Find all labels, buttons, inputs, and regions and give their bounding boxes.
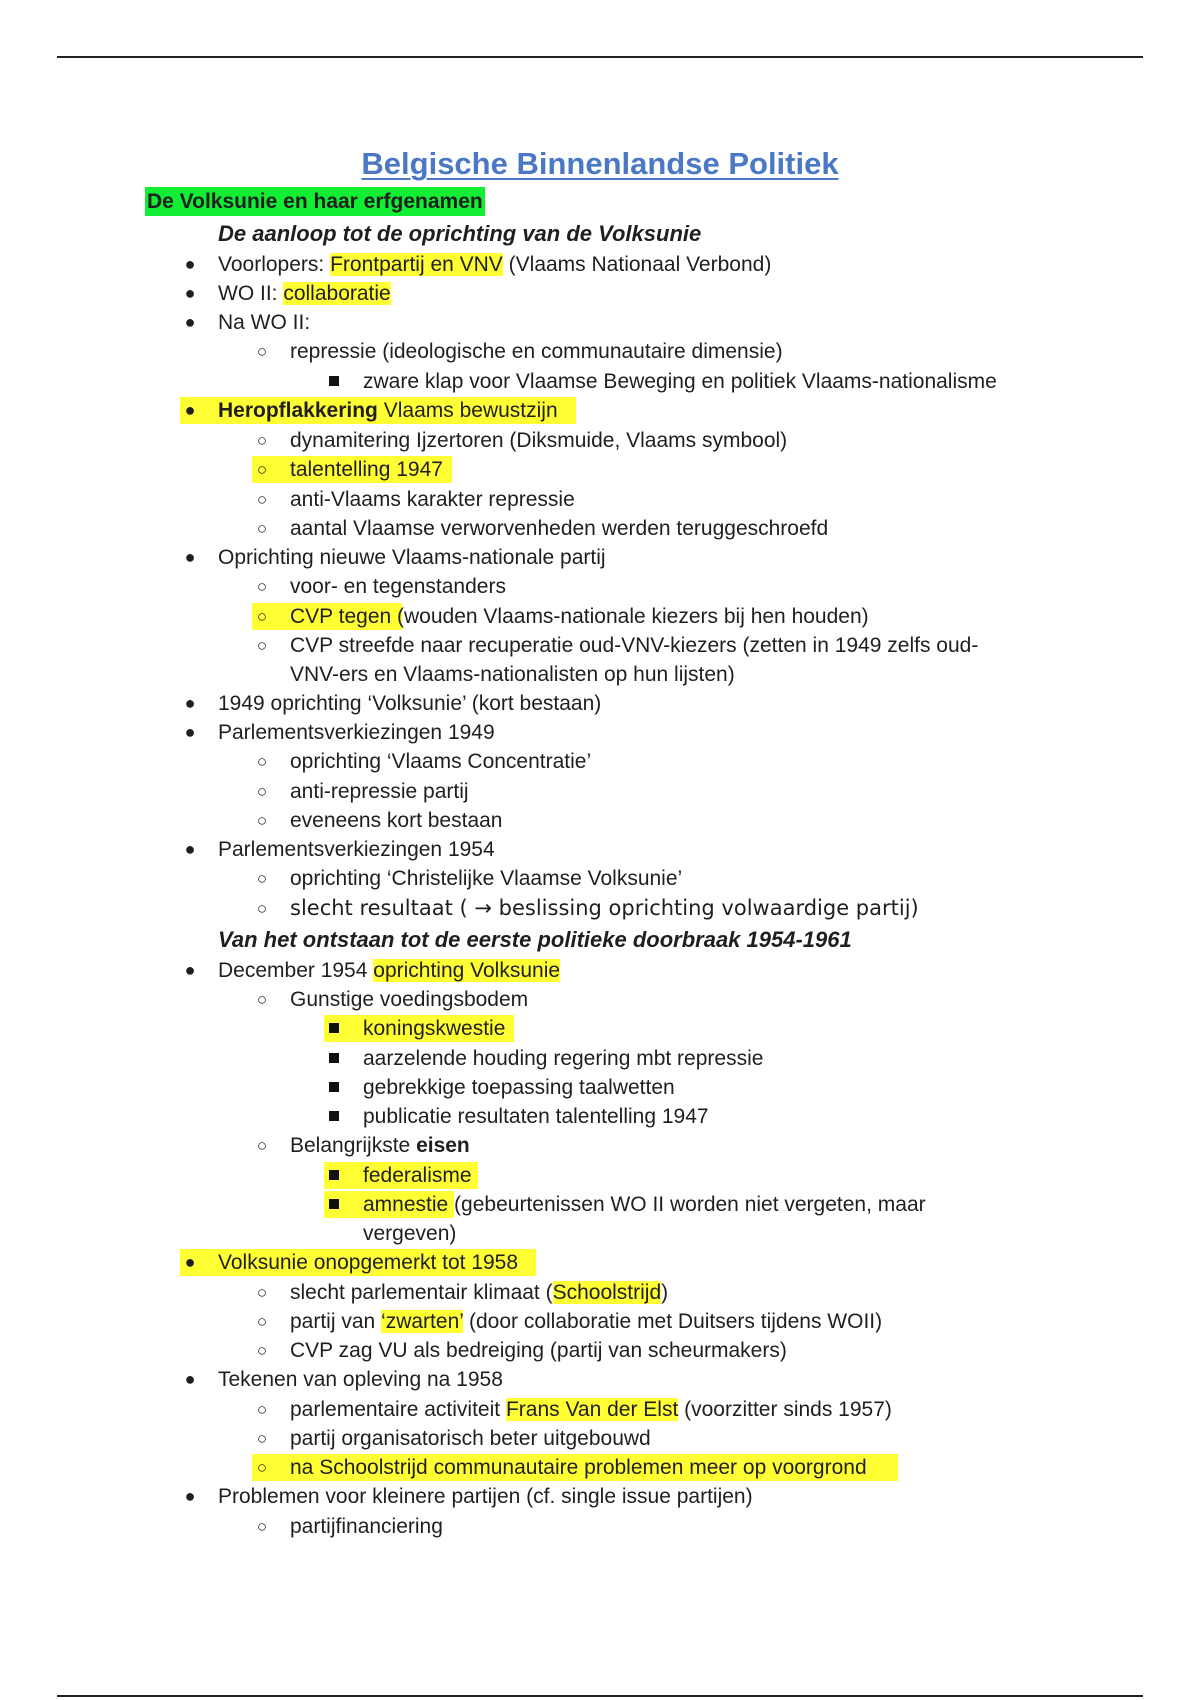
item-text: talentelling 1947 [290, 458, 443, 481]
list-item [0, 1073, 1200, 1102]
list-item [0, 514, 1200, 543]
bullet-dot-icon: ● [184, 1252, 196, 1272]
highlight-text: collaboratie [283, 282, 391, 305]
list-item [0, 1248, 1200, 1277]
highlight-text: ‘zwarten’ [381, 1310, 464, 1333]
item-text: partij van [290, 1310, 382, 1333]
item-text-bold: eisen [416, 1134, 470, 1157]
item-text: Na WO II: [218, 311, 311, 334]
list-item [0, 1482, 1200, 1511]
bullet-circle-icon: ○ [256, 636, 268, 655]
subheading-ontstaan: Van het ontstaan tot de eerste politieke doorbraak 1954-1961 [218, 927, 852, 952]
bullet-dot-icon: ● [184, 839, 196, 859]
bullet-circle-icon: ○ [256, 490, 268, 509]
item-text: VNV-ers en Vlaams-nationalisten op hun lijsten) [290, 663, 735, 686]
list-item [0, 894, 1200, 923]
item-text: eveneens kort bestaan [290, 809, 503, 832]
bullet-dot-icon: ● [184, 283, 196, 303]
list-item-continuation [0, 1219, 1200, 1248]
list-item [0, 1014, 1200, 1043]
item-text: repressie (ideologische en communautaire dimensie) [290, 340, 783, 363]
list-item [0, 985, 1200, 1014]
list-item [0, 835, 1200, 864]
bullet-dot-icon: ● [184, 1486, 196, 1506]
bullet-circle-icon: ○ [256, 752, 268, 771]
bullet-square-icon [322, 1102, 346, 1131]
list-item [0, 543, 1200, 572]
bullet-square-icon [322, 1190, 346, 1219]
item-text: Parlementsverkiezingen 1949 [218, 721, 495, 744]
item-text: Problemen voor kleinere partijen (cf. single issue partijen) [218, 1485, 753, 1508]
highlight-text: Frontpartij en VNV [330, 253, 503, 276]
highlight-text: amnestie [363, 1193, 449, 1216]
item-text: (door collaboratie met Duitsers tijdens WOII) [463, 1310, 883, 1333]
item-text: WO II: [218, 282, 284, 305]
bullet-dot-icon: ● [184, 400, 196, 420]
bullet-circle-icon: ○ [256, 1341, 268, 1360]
list-item [0, 864, 1200, 893]
list-item [0, 1395, 1200, 1424]
item-text: koningskwestie [363, 1017, 506, 1040]
item-text: parlementaire activiteit [290, 1398, 506, 1421]
item-text: na Schoolstrijd communautaire problemen meer op voorgrond [290, 1456, 867, 1479]
subheading-aanloop: De aanloop tot de oprichting van de Volksunie [218, 221, 702, 246]
list-item [0, 308, 1200, 337]
bullet-dot-icon: ● [184, 960, 196, 980]
list-item [0, 631, 1200, 660]
bullet-circle-icon: ○ [256, 519, 268, 538]
bottom-rule [57, 1695, 1143, 1697]
list-item [0, 1336, 1200, 1365]
item-text: slecht parlementair klimaat ( [290, 1281, 553, 1304]
item-text: (gebeurtenissen WO II worden niet vergeten, maar [448, 1193, 926, 1216]
item-text: Gunstige voedingsbodem [290, 988, 529, 1011]
page-title: Belgische Binnenlandse Politiek [361, 146, 839, 181]
item-text: December 1954 [218, 959, 374, 982]
list-item-continuation [0, 660, 1200, 689]
bullet-circle-icon: ○ [256, 990, 268, 1009]
item-text: Volksunie onopgemerkt tot 1958 [218, 1251, 519, 1274]
bullet-square-icon [322, 1073, 346, 1102]
item-text: 1949 oprichting ‘Volksunie’ (kort bestaan) [218, 692, 602, 715]
bullet-square-icon [322, 1044, 346, 1073]
list-item [0, 485, 1200, 514]
bullet-square-icon [322, 1014, 346, 1043]
bullet-square-icon [322, 367, 346, 396]
bullet-dot-icon: ● [184, 312, 196, 332]
list-item [0, 1453, 1200, 1482]
item-text: CVP streefde naar recuperatie oud-VNV-kiezers (zetten in 1949 zelfs oud- [290, 634, 979, 657]
item-text: Vlaams bewustzijn [377, 399, 558, 422]
bullet-circle-icon: ○ [256, 1312, 268, 1331]
bullet-dot-icon: ● [184, 1369, 196, 1389]
item-text-bold: Heropflakkering [218, 399, 378, 422]
subheading-row [0, 925, 1200, 954]
item-text: (wouden Vlaams-nationale kiezers bij hen houden) [391, 605, 869, 628]
item-text: vergeven) [363, 1222, 457, 1245]
subheading-row [0, 219, 1200, 248]
top-rule [57, 56, 1143, 58]
bullet-square-icon [322, 1161, 346, 1190]
bullet-dot-icon: ● [184, 254, 196, 274]
bullet-circle-icon: ○ [256, 460, 268, 479]
list-item [0, 602, 1200, 631]
bullet-circle-icon: ○ [256, 1517, 268, 1536]
item-text: aarzelende houding regering mbt repressie [363, 1047, 764, 1070]
bullet-circle-icon: ○ [256, 607, 268, 626]
bullet-circle-icon: ○ [256, 577, 268, 596]
list-item [0, 777, 1200, 806]
item-text: slecht resultaat ( → beslissing oprichting volwaardige partij) [290, 896, 919, 920]
bullet-dot-icon: ● [184, 693, 196, 713]
bullet-circle-icon: ○ [256, 431, 268, 450]
item-text: Voorlopers: [218, 253, 331, 276]
highlight-text: Frans Van der Elst [505, 1398, 679, 1421]
list-item [0, 806, 1200, 835]
list-item [0, 1102, 1200, 1131]
item-text: ) [661, 1281, 669, 1304]
item-text: (Vlaams Nationaal Verbond) [502, 253, 772, 276]
bullet-circle-icon: ○ [256, 782, 268, 801]
bullet-circle-icon: ○ [256, 1136, 268, 1155]
list-item [0, 1131, 1200, 1160]
list-item [0, 718, 1200, 747]
item-text: publicatie resultaten talentelling 1947 [363, 1105, 709, 1128]
item-text: (voorzitter sinds 1957) [678, 1398, 892, 1421]
list-item [0, 1044, 1200, 1073]
highlight-text: Schoolstrijd [552, 1281, 662, 1304]
list-item [0, 426, 1200, 455]
list-item [0, 572, 1200, 601]
item-text: anti-repressie partij [290, 780, 469, 803]
section-heading-row [0, 187, 1200, 216]
highlight-text: oprichting Volksunie [373, 959, 561, 982]
bullet-circle-icon: ○ [256, 342, 268, 361]
section-heading: De Volksunie en haar erfgenamen [145, 187, 485, 216]
bullet-circle-icon: ○ [256, 1429, 268, 1448]
item-text: Tekenen van opleving na 1958 [218, 1368, 503, 1391]
item-text: partijfinanciering [290, 1515, 443, 1538]
list-item [0, 1278, 1200, 1307]
list-item [0, 1307, 1200, 1336]
item-text: oprichting ‘Christelijke Vlaamse Volksunie’ [290, 867, 683, 890]
bullet-circle-icon: ○ [256, 811, 268, 830]
list-item [0, 367, 1200, 396]
bullet-circle-icon: ○ [256, 1400, 268, 1419]
bullet-dot-icon: ● [184, 547, 196, 567]
list-item [0, 337, 1200, 366]
bullet-circle-icon: ○ [256, 1283, 268, 1302]
item-text: Belangrijkste [290, 1134, 417, 1157]
item-text: Oprichting nieuwe Vlaams-nationale partij [218, 546, 606, 569]
item-text: gebrekkige toepassing taalwetten [363, 1076, 675, 1099]
list-item [0, 455, 1200, 484]
list-item [0, 747, 1200, 776]
bullet-circle-icon: ○ [256, 869, 268, 888]
list-item [0, 250, 1200, 279]
list-item [0, 279, 1200, 308]
item-text: dynamitering Ijzertoren (Diksmuide, Vlaams symbool) [290, 429, 788, 452]
list-item [0, 689, 1200, 718]
item-text: voor- en tegenstanders [290, 575, 506, 598]
list-item [0, 1512, 1200, 1541]
list-item [0, 1161, 1200, 1190]
item-text: oprichting ‘Vlaams Concentratie’ [290, 750, 592, 773]
item-text: zware klap voor Vlaamse Beweging en politiek Vlaams-nationalisme [363, 370, 997, 393]
list-item [0, 956, 1200, 985]
bullet-circle-icon: ○ [256, 899, 268, 918]
list-item [0, 1424, 1200, 1453]
item-text: Parlementsverkiezingen 1954 [218, 838, 495, 861]
item-text: aantal Vlaamse verworvenheden werden teruggeschroefd [290, 517, 829, 540]
item-text: federalisme [363, 1164, 472, 1187]
bullet-circle-icon: ○ [256, 1458, 268, 1477]
bullet-dot-icon: ● [184, 722, 196, 742]
item-text: CVP zag VU als bedreiging (partij van scheurmakers) [290, 1339, 787, 1362]
highlight-text: CVP tegen [290, 605, 392, 628]
item-text: partij organisatorisch beter uitgebouwd [290, 1427, 651, 1450]
list-item [0, 396, 1200, 425]
list-item [0, 1365, 1200, 1394]
list-item [0, 1190, 1200, 1219]
item-text: anti-Vlaams karakter repressie [290, 488, 575, 511]
